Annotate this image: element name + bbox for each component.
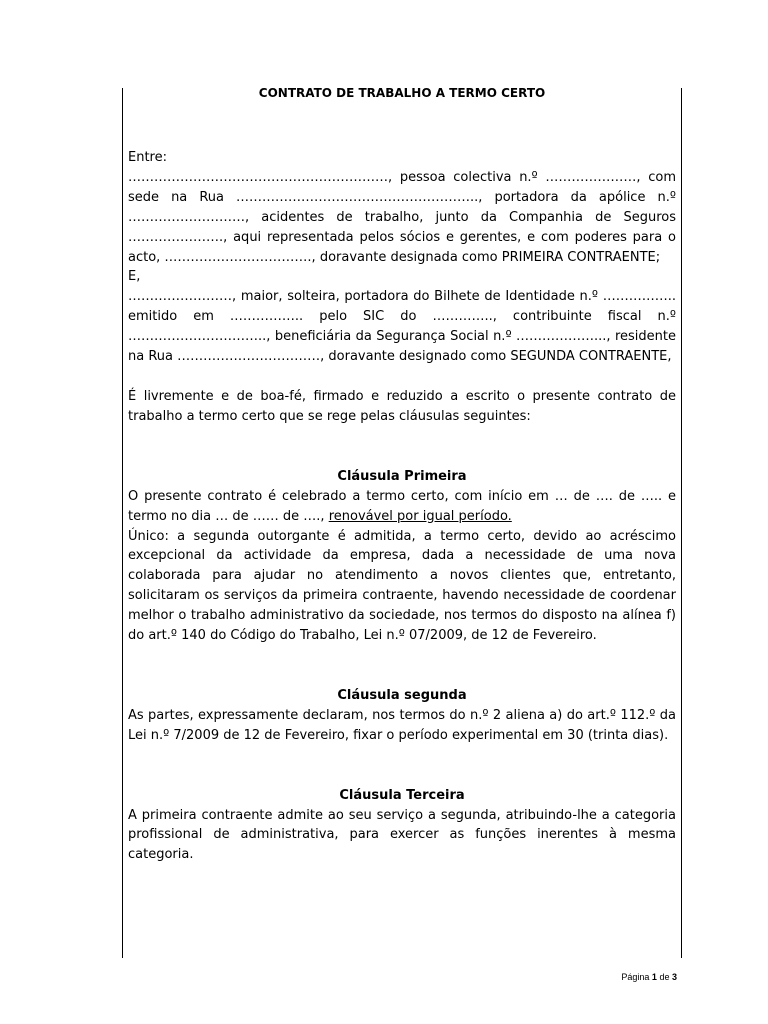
page-total: 3: [671, 972, 677, 982]
page-label: Página: [621, 972, 650, 982]
clause1-unico-paragraph: Único: a segunda outorgante é admitida, a termo certo, devido ao acréscimo excepcional da actividade da empresa, dada a necessidade de uma nova colaborada para ajudar no atendimento a novos clientes que, entretanto, solicitaram os serviços da primeira contraente, havendo necessidade de coordenar melhor o trabalho administrativo da sociedade, nos termos do disposto na alínea f) do art.º 140 do Código do Trabalho, Lei n.º 07/2009, de 12 de Fevereiro.: [128, 528, 676, 644]
clause3-heading: Cláusula Terceira: [339, 787, 465, 803]
clause1-text: O presente contrato é celebrado a termo certo, com início em … de …. de ….. e termo no dia … de …… de ….,: [128, 488, 676, 524]
spacer: [128, 104, 676, 148]
spacer: [128, 427, 676, 467]
spacer: [128, 367, 676, 387]
spacer: [128, 646, 676, 686]
document-title: CONTRATO DE TRABALHO A TERMO CERTO: [258, 86, 546, 100]
page-number: [621, 972, 677, 982]
document-page: [128, 84, 676, 865]
party2-paragraph: ……………………, maior, solteira, portadora do Bilhete de Identidade n.º …………….. emitido em …………….. pelo SIC do ………….., contribuinte fiscal n.º ………………………….., beneficiária da Segurança Social n.º ………………..., residente na Rua ……………………………, doravante designado como SEGUNDA CONTRAENTE,: [128, 289, 676, 365]
clause1-heading: Cláusula Primeira: [337, 468, 467, 484]
right-margin-rule: [681, 88, 682, 958]
clause2-heading: Cláusula segunda: [337, 687, 467, 703]
clause3-paragraph: A primeira contraente admite ao seu serviço a segunda, atribuindo-lhe a categoria profissional de administrativa, para exercer as funções inerentes à mesma categoria.: [128, 807, 676, 863]
spacer: [128, 746, 676, 786]
left-margin-rule: [122, 88, 123, 958]
page-of-label: de: [659, 972, 670, 982]
clause1-underlined-text: renovável por igual período.: [328, 508, 512, 524]
e-label: E,: [128, 269, 141, 285]
clause1-paragraph: [128, 487, 676, 527]
page-current: 1: [651, 972, 657, 982]
party1-paragraph: ……………………………………………………, pessoa colectiva n.º …………………, com sede na Rua ……………………………………………….., portadora da apólice n.º ………………………, acidentes de trabalho, junto da Companhia de Seguros …………………., aqui representada pelos sócios e gerentes, e com poderes para o acto, ……………………………., doravante designada como PRIMEIRA CONTRAENTE;: [128, 169, 676, 265]
entre-label: Entre:: [128, 150, 167, 165]
preamble-paragraph: É livremente e de boa-fé, firmado e reduzido a escrito o presente contrato de trabalho a termo certo que se rege pelas cláusulas seguintes:: [128, 388, 676, 424]
clause2-paragraph: As partes, expressamente declaram, nos termos do n.º 2 aliena a) do art.º 112.º da Lei n.º 7/2009 de 12 de Fevereiro, fixar o período experimental em 30 (trinta dias).: [128, 707, 676, 743]
